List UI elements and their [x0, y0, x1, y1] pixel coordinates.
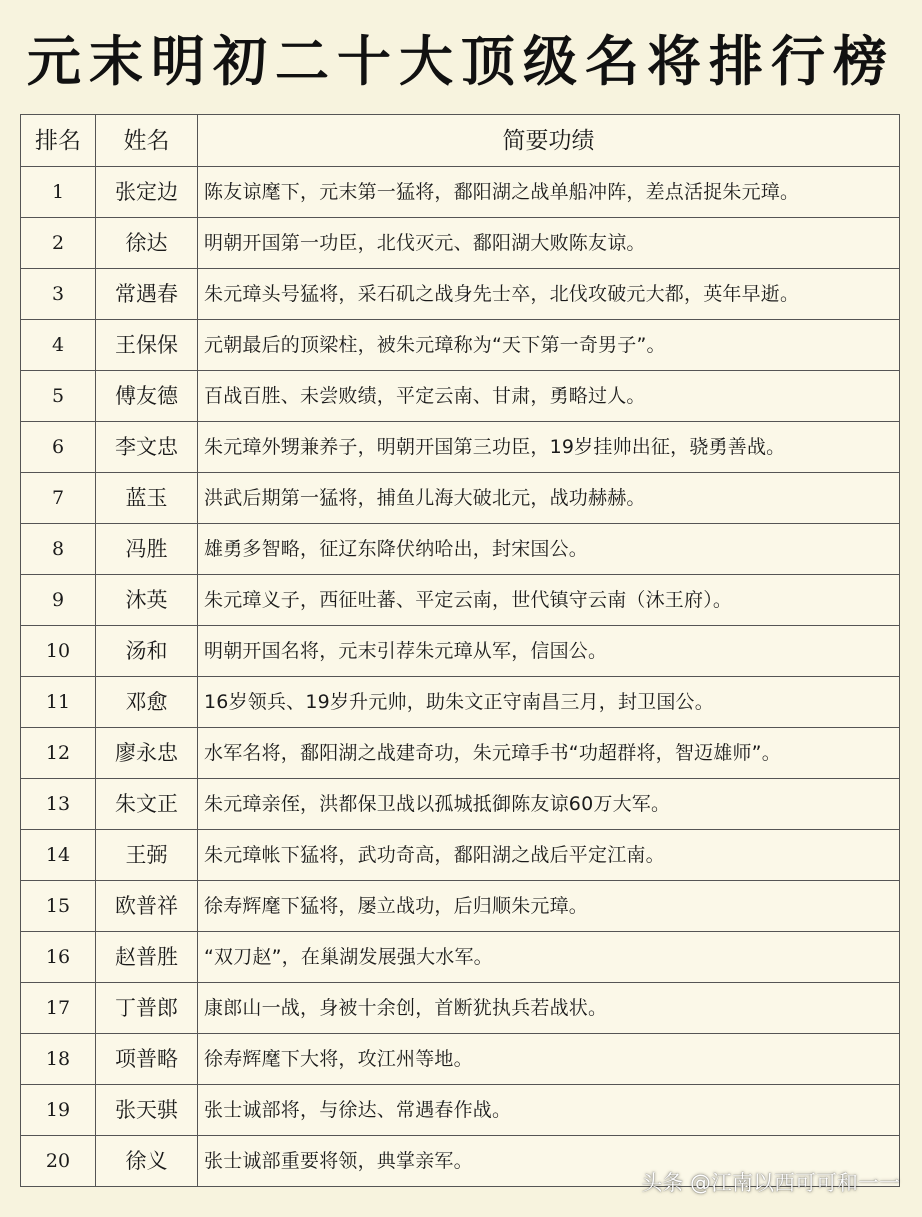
header-rank: 排名	[21, 115, 96, 167]
table-row	[21, 932, 900, 983]
achievement-cell: 朱元璋亲侄，洪都保卫战以孤城抵御陈友谅60万大军。	[198, 779, 900, 830]
rank-cell: 14	[21, 830, 96, 881]
table-row	[21, 575, 900, 626]
achievement-cell: 元朝最后的顶梁柱，被朱元璋称为“天下第一奇男子”。	[198, 320, 900, 371]
achievement-cell: 明朝开国第一功臣，北伐灭元、鄱阳湖大败陈友谅。	[198, 218, 900, 269]
table-row	[21, 983, 900, 1034]
name-cell: 廖永忠	[96, 728, 198, 779]
rank-cell: 3	[21, 269, 96, 320]
achievement-cell: 徐寿辉麾下猛将，屡立战功，后归顺朱元璋。	[198, 881, 900, 932]
rank-cell: 2	[21, 218, 96, 269]
name-cell: 张定边	[96, 167, 198, 218]
rank-cell: 20	[21, 1136, 96, 1187]
rank-cell: 19	[21, 1085, 96, 1136]
name-cell: 冯胜	[96, 524, 198, 575]
ranking-table	[20, 114, 900, 1187]
table-row	[21, 881, 900, 932]
achievement-cell: 朱元璋外甥兼养子，明朝开国第三功臣，19岁挂帅出征，骁勇善战。	[198, 422, 900, 473]
name-cell: 丁普郎	[96, 983, 198, 1034]
rank-cell: 16	[21, 932, 96, 983]
page-title: 元末明初二十大顶级名将排行榜	[27, 30, 895, 93]
name-cell: 常遇春	[96, 269, 198, 320]
name-cell: 王保保	[96, 320, 198, 371]
rank-cell: 4	[21, 320, 96, 371]
achievement-cell: 百战百胜、未尝败绩，平定云南、甘肃，勇略过人。	[198, 371, 900, 422]
table-row	[21, 1085, 900, 1136]
table-row	[21, 524, 900, 575]
name-cell: 王弼	[96, 830, 198, 881]
table-row	[21, 218, 900, 269]
name-cell: 朱文正	[96, 779, 198, 830]
name-cell: 张天骐	[96, 1085, 198, 1136]
name-cell: 徐义	[96, 1136, 198, 1187]
achievement-cell: 16岁领兵、19岁升元帅，助朱文正守南昌三月，封卫国公。	[198, 677, 900, 728]
name-cell: 赵普胜	[96, 932, 198, 983]
achievement-cell: 明朝开国名将，元末引荐朱元璋从军，信国公。	[198, 626, 900, 677]
name-cell: 徐达	[96, 218, 198, 269]
table-row	[21, 473, 900, 524]
table-row	[21, 167, 900, 218]
name-cell: 欧普祥	[96, 881, 198, 932]
achievement-cell: 徐寿辉麾下大将，攻江州等地。	[198, 1034, 900, 1085]
achievement-cell: 雄勇多智略，征辽东降伏纳哈出，封宋国公。	[198, 524, 900, 575]
name-cell: 项普略	[96, 1034, 198, 1085]
header-achievements: 简要功绩	[198, 115, 900, 167]
table-row	[21, 626, 900, 677]
table-row	[21, 677, 900, 728]
table-row	[21, 1034, 900, 1085]
achievement-cell: 张士诚部将，与徐达、常遇春作战。	[198, 1085, 900, 1136]
achievement-cell: 康郎山一战，身被十余创，首断犹执兵若战状。	[198, 983, 900, 1034]
achievement-cell: 朱元璋义子，西征吐蕃、平定云南，世代镇守云南（沐王府）。	[198, 575, 900, 626]
rank-cell: 8	[21, 524, 96, 575]
table-row	[21, 728, 900, 779]
achievement-cell: “双刀赵”，在巢湖发展强大水军。	[198, 932, 900, 983]
achievement-cell: 陈友谅麾下，元末第一猛将，鄱阳湖之战单船冲阵，差点活捉朱元璋。	[198, 167, 900, 218]
rank-cell: 10	[21, 626, 96, 677]
rank-cell: 15	[21, 881, 96, 932]
rank-cell: 11	[21, 677, 96, 728]
table-row	[21, 371, 900, 422]
rank-cell: 17	[21, 983, 96, 1034]
rank-cell: 6	[21, 422, 96, 473]
table-row	[21, 779, 900, 830]
rank-cell: 18	[21, 1034, 96, 1085]
name-cell: 傅友德	[96, 371, 198, 422]
table-row	[21, 422, 900, 473]
achievement-cell: 朱元璋帐下猛将，武功奇高，鄱阳湖之战后平定江南。	[198, 830, 900, 881]
name-cell: 汤和	[96, 626, 198, 677]
table-row	[21, 830, 900, 881]
name-cell: 李文忠	[96, 422, 198, 473]
watermark: 头条 @江南以西可可和一一	[641, 1171, 900, 1195]
rank-cell: 12	[21, 728, 96, 779]
name-cell: 蓝玉	[96, 473, 198, 524]
table-header-row	[21, 115, 900, 167]
rank-cell: 5	[21, 371, 96, 422]
achievement-cell: 朱元璋头号猛将，采石矶之战身先士卒，北伐攻破元大都，英年早逝。	[198, 269, 900, 320]
table-row	[21, 269, 900, 320]
achievement-cell: 洪武后期第一猛将，捕鱼儿海大破北元，战功赫赫。	[198, 473, 900, 524]
name-cell: 邓愈	[96, 677, 198, 728]
rank-cell: 9	[21, 575, 96, 626]
rank-cell: 1	[21, 167, 96, 218]
rank-cell: 13	[21, 779, 96, 830]
achievement-cell: 水军名将，鄱阳湖之战建奇功，朱元璋手书“功超群将，智迈雄师”。	[198, 728, 900, 779]
rank-cell: 7	[21, 473, 96, 524]
name-cell: 沐英	[96, 575, 198, 626]
achievement-cell: 张士诚部重要将领，典掌亲军。	[198, 1136, 900, 1187]
table-row	[21, 320, 900, 371]
header-name: 姓名	[96, 115, 198, 167]
